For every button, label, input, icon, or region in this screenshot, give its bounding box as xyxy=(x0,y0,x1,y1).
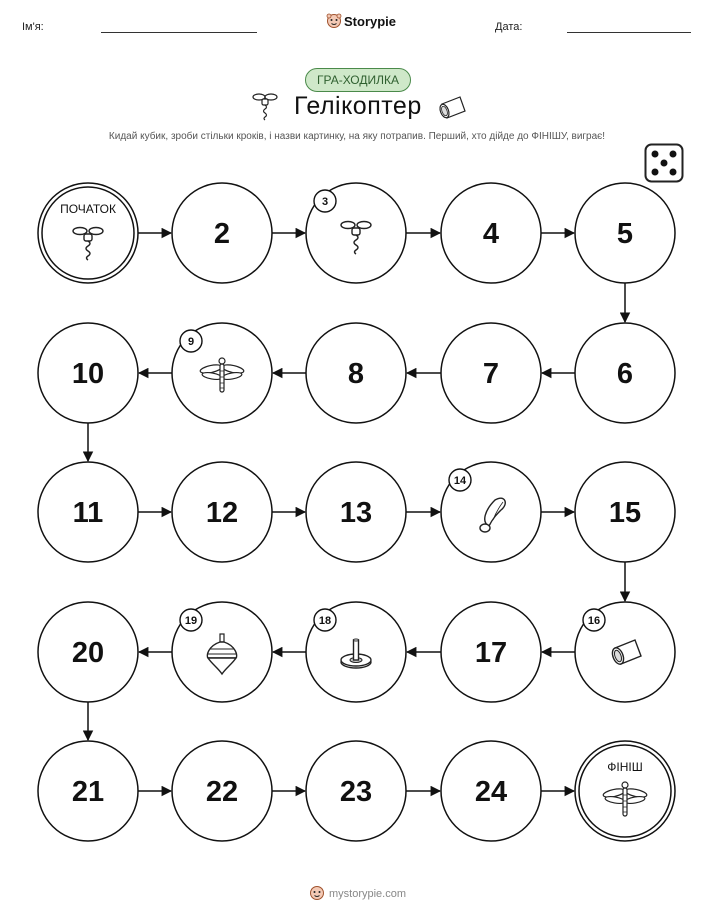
space-number: 11 xyxy=(72,497,104,529)
name-label: Ім'я: xyxy=(22,21,44,33)
space-number: 20 xyxy=(71,637,105,669)
space-number: 24 xyxy=(474,776,508,808)
space-number: 23 xyxy=(339,776,373,808)
board-space-21 xyxy=(38,741,138,841)
board-space-15 xyxy=(575,462,675,562)
instructions: Кидай кубик, зроби стільки кроків, і назви картинку, на яку потрапив. Перший, хто дійде до ФІНІШУ, виграє! xyxy=(108,131,606,142)
space-number: 13 xyxy=(339,497,373,529)
space-number: 15 xyxy=(608,497,642,529)
board-space-4 xyxy=(441,183,541,283)
footer-url: mystorypie.com xyxy=(329,888,407,900)
space-number: 14 xyxy=(453,475,467,487)
board-space-14 xyxy=(441,462,541,562)
space-number: 3 xyxy=(321,196,329,208)
space-number: 19 xyxy=(184,615,198,627)
space-number: 7 xyxy=(482,358,500,390)
space-number: 9 xyxy=(187,336,195,348)
board-space-9 xyxy=(172,323,272,423)
board-space-8 xyxy=(306,323,406,423)
board-space-19 xyxy=(172,602,272,702)
board-space-3 xyxy=(306,183,406,283)
start-space xyxy=(38,183,138,283)
board-space-13 xyxy=(306,462,406,562)
board-space-24 xyxy=(441,741,541,841)
board-space-20 xyxy=(38,602,138,702)
space-number: 22 xyxy=(205,776,239,808)
space-number: 10 xyxy=(71,358,105,390)
board-space-2 xyxy=(172,183,272,283)
game-type-badge: ГРА-ХОДИЛКА xyxy=(305,68,411,92)
date-label: Дата: xyxy=(495,21,523,33)
board-space-10 xyxy=(38,323,138,423)
board-space-6 xyxy=(575,323,675,423)
board-space-22 xyxy=(172,741,272,841)
board-space-16 xyxy=(575,602,675,702)
board-space-18 xyxy=(306,602,406,702)
board-space-11 xyxy=(38,462,138,562)
board-space-17 xyxy=(441,602,541,702)
space-number: 16 xyxy=(587,615,601,627)
storypie-footer-logo-icon xyxy=(309,885,325,901)
space-label: ФІНІШ xyxy=(607,760,643,774)
finish-space xyxy=(575,741,675,841)
board-space-23 xyxy=(306,741,406,841)
space-number: 2 xyxy=(213,218,231,250)
board-space-12 xyxy=(172,462,272,562)
brand-name: Storypie xyxy=(344,14,397,29)
space-number: 17 xyxy=(474,637,508,669)
space-number: 4 xyxy=(482,218,500,250)
space-label: ПОЧАТОК xyxy=(60,202,116,216)
space-number: 12 xyxy=(205,497,239,529)
space-number: 18 xyxy=(318,615,332,627)
board-space-5 xyxy=(575,183,675,283)
space-number: 8 xyxy=(347,358,365,390)
space-number: 6 xyxy=(616,358,634,390)
space-number: 5 xyxy=(616,218,634,250)
space-number: 21 xyxy=(71,776,105,808)
board-space-7 xyxy=(441,323,541,423)
page-title: Гелікоптер xyxy=(294,92,422,120)
